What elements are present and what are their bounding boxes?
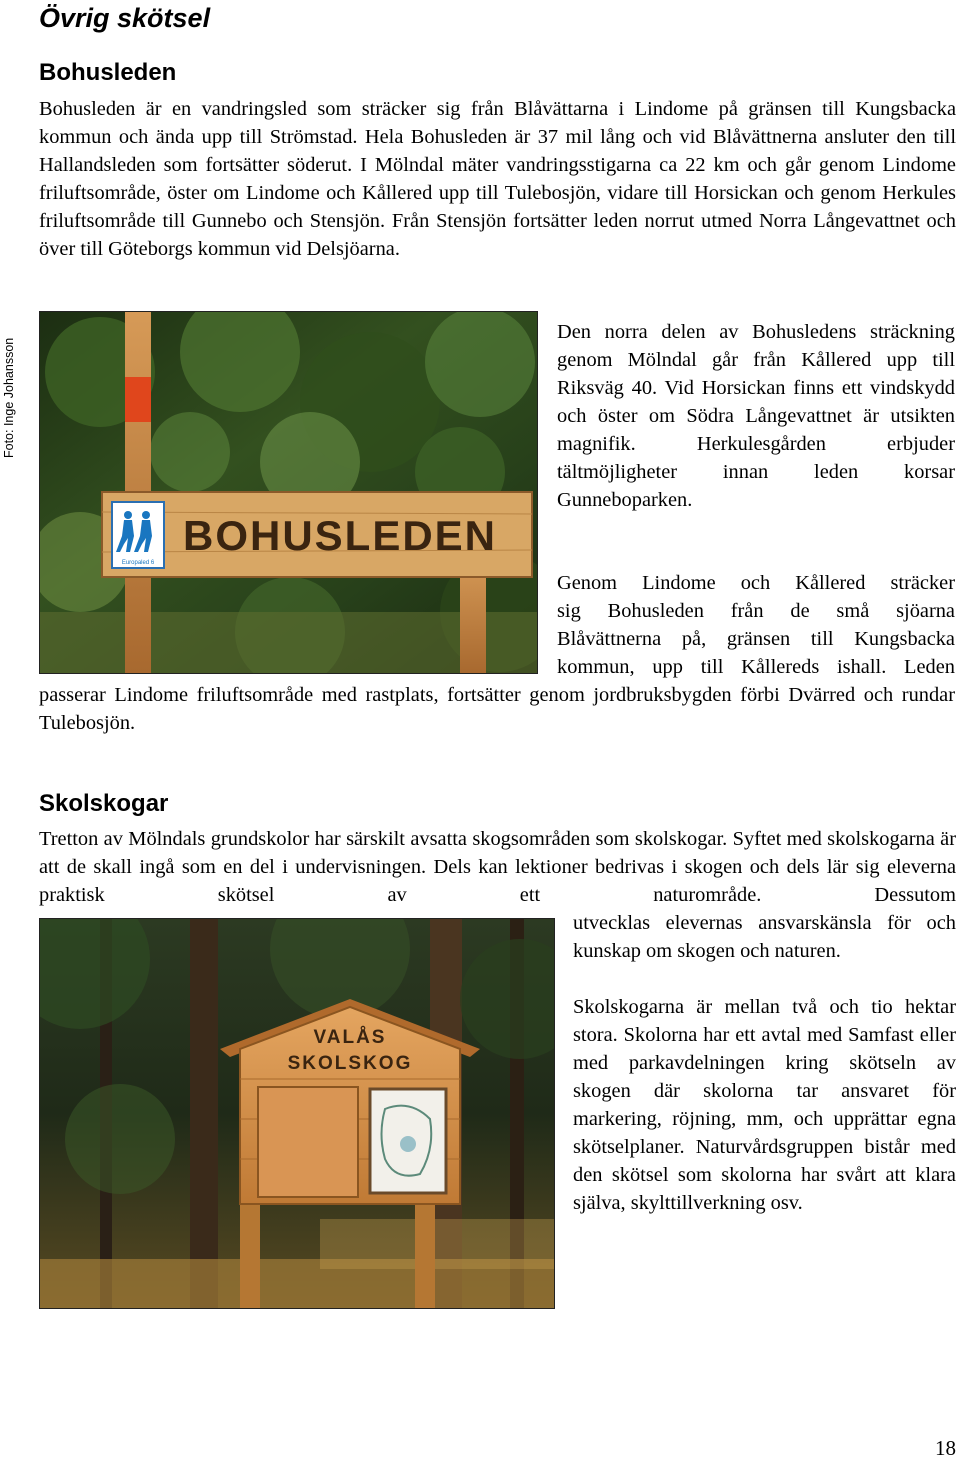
skolskogar-side-paragraph: Skolskogarna är mellan två och tio hektar stora. Skolorna har ett avtal med Samfast eller med parkavdelningen kring skötseln av skogen där skolorna tar ansvaret för markering, röjning, mm, och upprättar egna skötselplaner. Naturvårdsgruppen bistår med den skötsel som skolorna har svårt att klara själva, skylttillverkning osv. xyxy=(573,996,956,1214)
page-number: 18 xyxy=(935,1436,956,1460)
skolskog-sign-photo xyxy=(39,918,555,1309)
section-heading-skolskogar: Skolskogar xyxy=(39,790,169,817)
photo-credit xyxy=(0,318,20,458)
skolskogar-intro-tail: utvecklas elevernas ansvarskänsla för och kunskap om skogen och naturen. xyxy=(573,912,956,962)
skolskog-sign-illustration xyxy=(40,919,554,1308)
side-line: Blåvättnerna på, gränsen till Kungsbacka xyxy=(557,628,955,650)
bohusleden-sign-illustration xyxy=(40,312,537,673)
bohusleden-side-paragraph-1: Den norra delen av Bohusledens sträckning genom Mölndal går från Kållered upp till Riksväg 40. Vid Horsickan finns ett vindskydd och öster om Södra Långevattnet är utsikten magnifik. Herkulesgården erbjuder tältmöjligheter innan leden korsar Gunneboparken. xyxy=(557,321,955,511)
section-heading-bohusleden: Bohusleden xyxy=(39,59,177,86)
sign-text-line-1: VALÅS xyxy=(313,1027,387,1048)
side-line: kommun, upp till Kållereds ishall. Leden xyxy=(557,656,955,678)
side-line: sig Bohusleden från de små sjöarna xyxy=(557,600,955,622)
side-tail: passerar Lindome friluftsområde med rastplats, fortsätter genom jordbruksbygden förbi Dvärred och rundar Tulebosjön. xyxy=(39,684,955,734)
bohusleden-intro: Bohusleden är en vandringsled som sträcker sig från Blåvättarna i Lindome på gränsen till Kungsbacka kommun och ända upp till Strömstad. Hela Bohusleden är 37 mil lång och vid Blåvättnerna ansluter den till Hallandsleden som fortsätter söderut. I Mölndal mäter vandringsstigarna ca 22 km och går genom Lindome friluftsområde, öster om Lindome och Kållered upp till Tulebosjön, vidare till Horsickan och genom Herkules friluftsområde till Gunnebo och Stensjön. Från Stensjön fortsätter leden norrut utmed Norra Långevattnet och över till Göteborgs kommun vid Delsjöarna. xyxy=(39,98,956,260)
skolskogar-intro: Tretton av Mölndals grundskolor har särskilt avsatta skogsområden som skolskogar. Syftet med skolskogarna är att de skall ingå som en del i undervisningen. Dels kan lektioner bedrivas i skogen och dels lär sig eleverna praktisk skötsel av ett naturområde. Dessutom xyxy=(39,828,956,906)
bohusleden-sign-photo xyxy=(39,311,538,674)
sign-text: BOHUSLEDEN xyxy=(182,512,498,559)
sign-text-line-2: SKOLSKOG xyxy=(287,1053,413,1074)
sign-badge-text: Europaled 6 xyxy=(121,560,155,566)
page-title: Övrig skötsel xyxy=(39,3,211,33)
side-line: Genom Lindome och Kållered sträcker xyxy=(557,572,955,594)
photo-credit-text: Foto: Inge Johansson xyxy=(2,337,16,458)
